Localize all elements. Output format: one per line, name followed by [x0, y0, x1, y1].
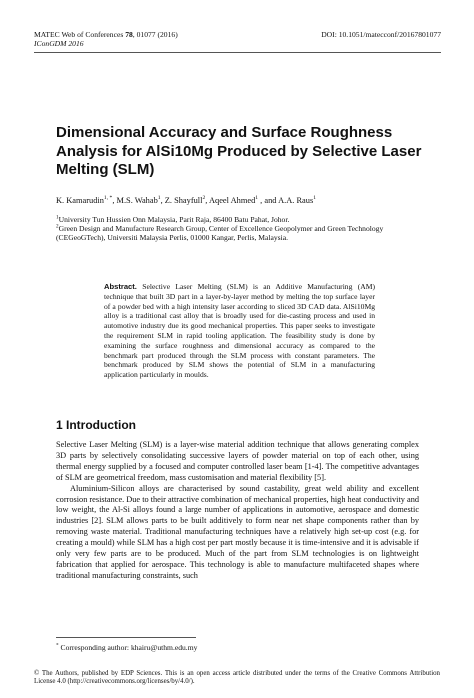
- article-number: , 01077 (2016): [132, 30, 178, 39]
- doi-link[interactable]: DOI: 10.1051/matecconf/20167801077: [321, 30, 441, 39]
- affiliation: $^2$Green Design and Manufacture Research Group, Center of Excellence Geopolymer and Green Technology (CEGeoGTech), Universiti Malaysia Perlis, 01000 Kangar, Perlis, Malaysia.: [56, 223, 384, 243]
- author: Z. Shayfull$^2$,: [164, 195, 209, 205]
- abstract: [104, 282, 375, 380]
- running-header-left: [34, 30, 178, 49]
- section-body: [56, 440, 419, 582]
- journal-line: [34, 30, 178, 39]
- author: Aqeel Ahmed$^1$ , and: [208, 195, 279, 205]
- abstract-label: Abstract.: [104, 282, 137, 291]
- footnote: * Corresponding author: khairu@uthm.edu.my: [56, 642, 198, 652]
- abstract-text: Selective Laser Melting (SLM) is an Additive Manufacturing (AM) technique that built 3D part in a layer-by-layer method by melting the top surface layer of a powder bed with a high intensity laser according to sliced 3D CAD data. AlSi10Mg alloy is a traditional cast alloy that is broadly used for die-casting process and used in automotive industry due its good mechanical properties. This paper seeks to investigate the requirement SLM in rapid tooling application. The feasibility study is done by examining the surface roughness and dimensional accuracy as compared to the benchmark part produced through the SLM process with constant parameters. The benchmark produced by SLM shows the potential of SLM in a manufacturing application particularly in moulds.: [104, 282, 376, 380]
- author: A.A. Raus$^1$: [278, 195, 317, 205]
- section-heading: 1 Introduction: [56, 418, 136, 432]
- journal-volume: 78: [125, 30, 133, 39]
- header-divider: [34, 52, 441, 53]
- paper-title: Dimensional Accuracy and Surface Roughness Analysis for AlSi10Mg Produced by Selective Laser Melting (SLM): [56, 124, 422, 178]
- author-list: [56, 196, 436, 206]
- journal-name: MATEC Web of Conferences: [34, 30, 124, 39]
- corresponding-author: Corresponding author: khairu@uthm.edu.my: [60, 643, 198, 652]
- author: K. Kamarudin$^{1, *}$,: [56, 195, 117, 205]
- author: M.S. Wahab$^1$,: [116, 195, 165, 205]
- affiliation: $^1$University Tun Hussien Onn Malaysia, Parit Raja, 86400 Batu Pahat, Johor.: [56, 214, 290, 224]
- conference-name: IConGDM 2016: [34, 39, 84, 49]
- paragraph: Selective Laser Melting (SLM) is a layer-wise material addition technique that allows generating complex 3D parts by selectively consolidating successive layers of powder material on top of each other, using thermal energy supplied by a focused and computer controlled laser beam [1-4]. The competitive advantages of SLM are geometrical freedom, mass customisation and material flexibility [5].: [56, 440, 419, 482]
- footnote-divider: [56, 637, 196, 638]
- paragraph: Aluminium-Silicon alloys are characterised by sound castability, great weld ability and excellent corrosion resistance. Due to their attractive combination of mechanical properties, high heat conductivity and low weight, the Al-Si alloys found a large number of applications in automotive, aerospace and domestic industries [2]. SLM allows parts to be built additively to form near net shape components rather than by removing waste material. Traditional manufacturing techniques have a relatively high set-up cost (e.g. for creating a mould) while SLM has a high cost per part mostly because it is time-intensive and it is advisable if only very few parts are to be produced. Much of the part from SLM technologies is on lightweight fabrication that applied for aerospace. This technology is able to manufacture multifaceted shapes where traditional manufacturing constraints, such: [56, 483, 419, 580]
- affiliation-list: [56, 215, 426, 243]
- license-notice: © The Authors, published by EDP Sciences. This is an open access article distributed under the terms of the Creative Commons Attribution License 4.0 (http://creativecommons.org/licenses/by/4.0/).: [34, 670, 440, 686]
